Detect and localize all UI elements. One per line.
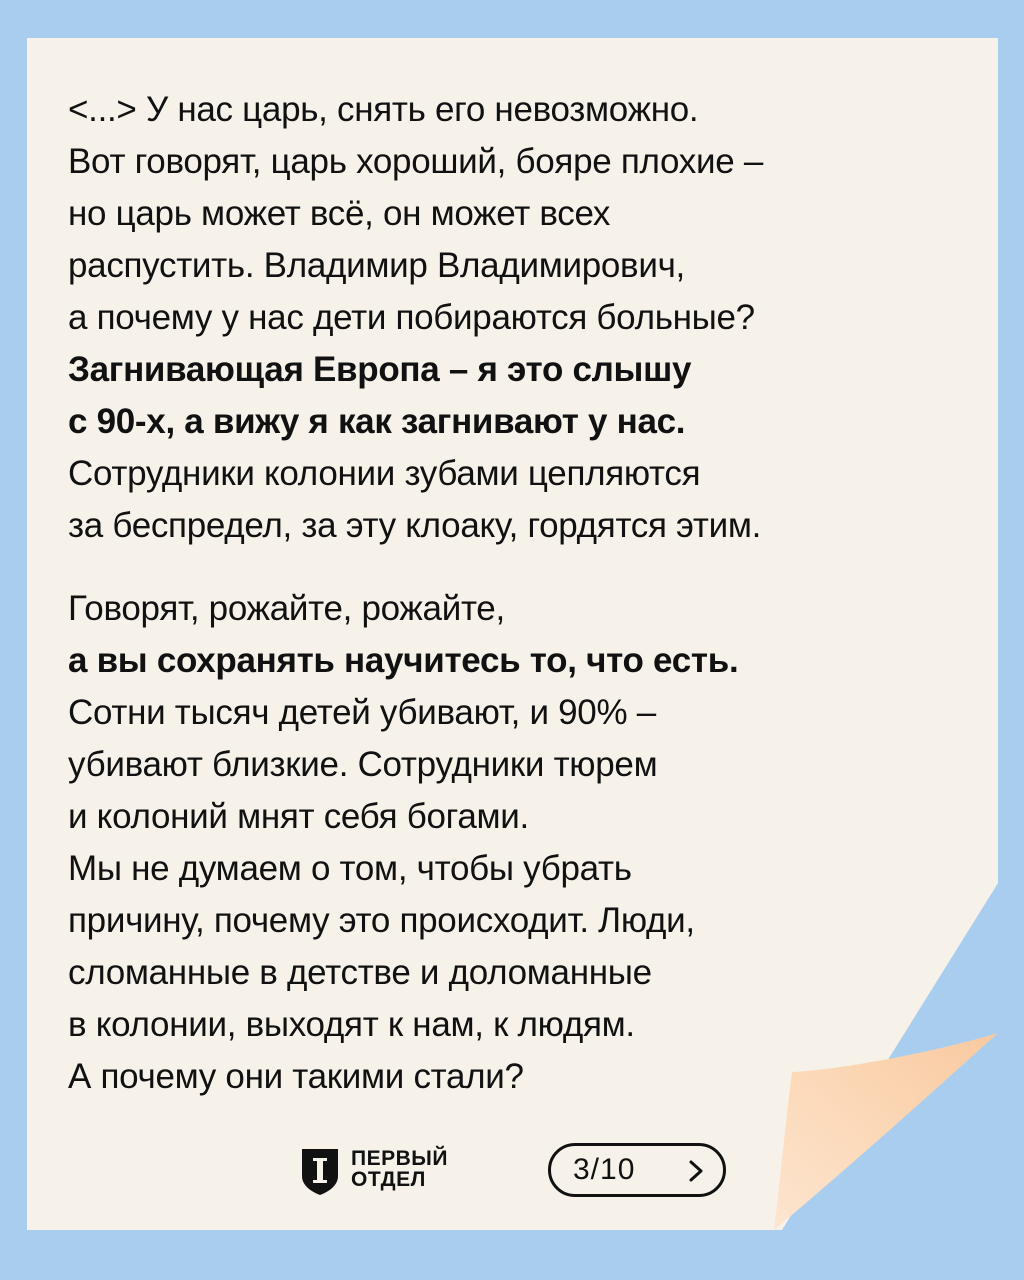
text-line: но царь может всё, он может всех	[68, 194, 611, 233]
paragraph-2	[68, 583, 968, 1103]
chevron-right-icon	[687, 1159, 705, 1183]
next-page-button[interactable]	[548, 1143, 726, 1197]
text-line: и колоний мнят себя богами.	[68, 797, 529, 836]
text-line: в колонии, выходят к нам, к людям.	[68, 1005, 635, 1044]
text-line: <...> У нас царь, снять его невозможно.	[68, 90, 699, 129]
text-line: убивают близкие. Сотрудники тюрем	[68, 745, 658, 784]
text-line: А почему они такими стали?	[68, 1057, 524, 1096]
brand-logo	[300, 1146, 480, 1200]
text-line: сломанные в детстве и доломанные	[68, 953, 652, 992]
text-line: распустить. Владимир Владимирович,	[68, 246, 685, 285]
paragraph-1	[68, 84, 968, 552]
text-line-bold: Загнивающая Европа – я это слышу	[68, 350, 692, 389]
text-line: Мы не думаем о том, чтобы убрать	[68, 849, 632, 888]
logo-wordmark	[351, 1148, 448, 1190]
text-line: Сотрудники колонии зубами цепляются	[68, 454, 701, 493]
text-line-bold: с 90-х, а вижу я как загнивают у нас.	[68, 402, 686, 441]
text-line: Вот говорят, царь хороший, бояре плохие –	[68, 142, 763, 181]
shield-icon	[300, 1146, 340, 1196]
logo-line-2: ОТДЕЛ	[351, 1168, 426, 1191]
text-line: за беспредел, за эту клоаку, гордятся этим.	[68, 506, 762, 545]
text-line: Говорят, рожайте, рожайте,	[68, 589, 505, 628]
text-line-bold: а вы сохранять научитесь то, что есть.	[68, 641, 739, 680]
logo-line-1: ПЕРВЫЙ	[351, 1147, 448, 1170]
text-line: Сотни тысяч детей убивают, и 90% –	[68, 693, 656, 732]
text-line: а почему у нас дети побираются больные?	[68, 298, 755, 337]
page-counter: 3/10	[573, 1153, 636, 1186]
text-line: причину, почему это происходит. Люди,	[68, 901, 695, 940]
